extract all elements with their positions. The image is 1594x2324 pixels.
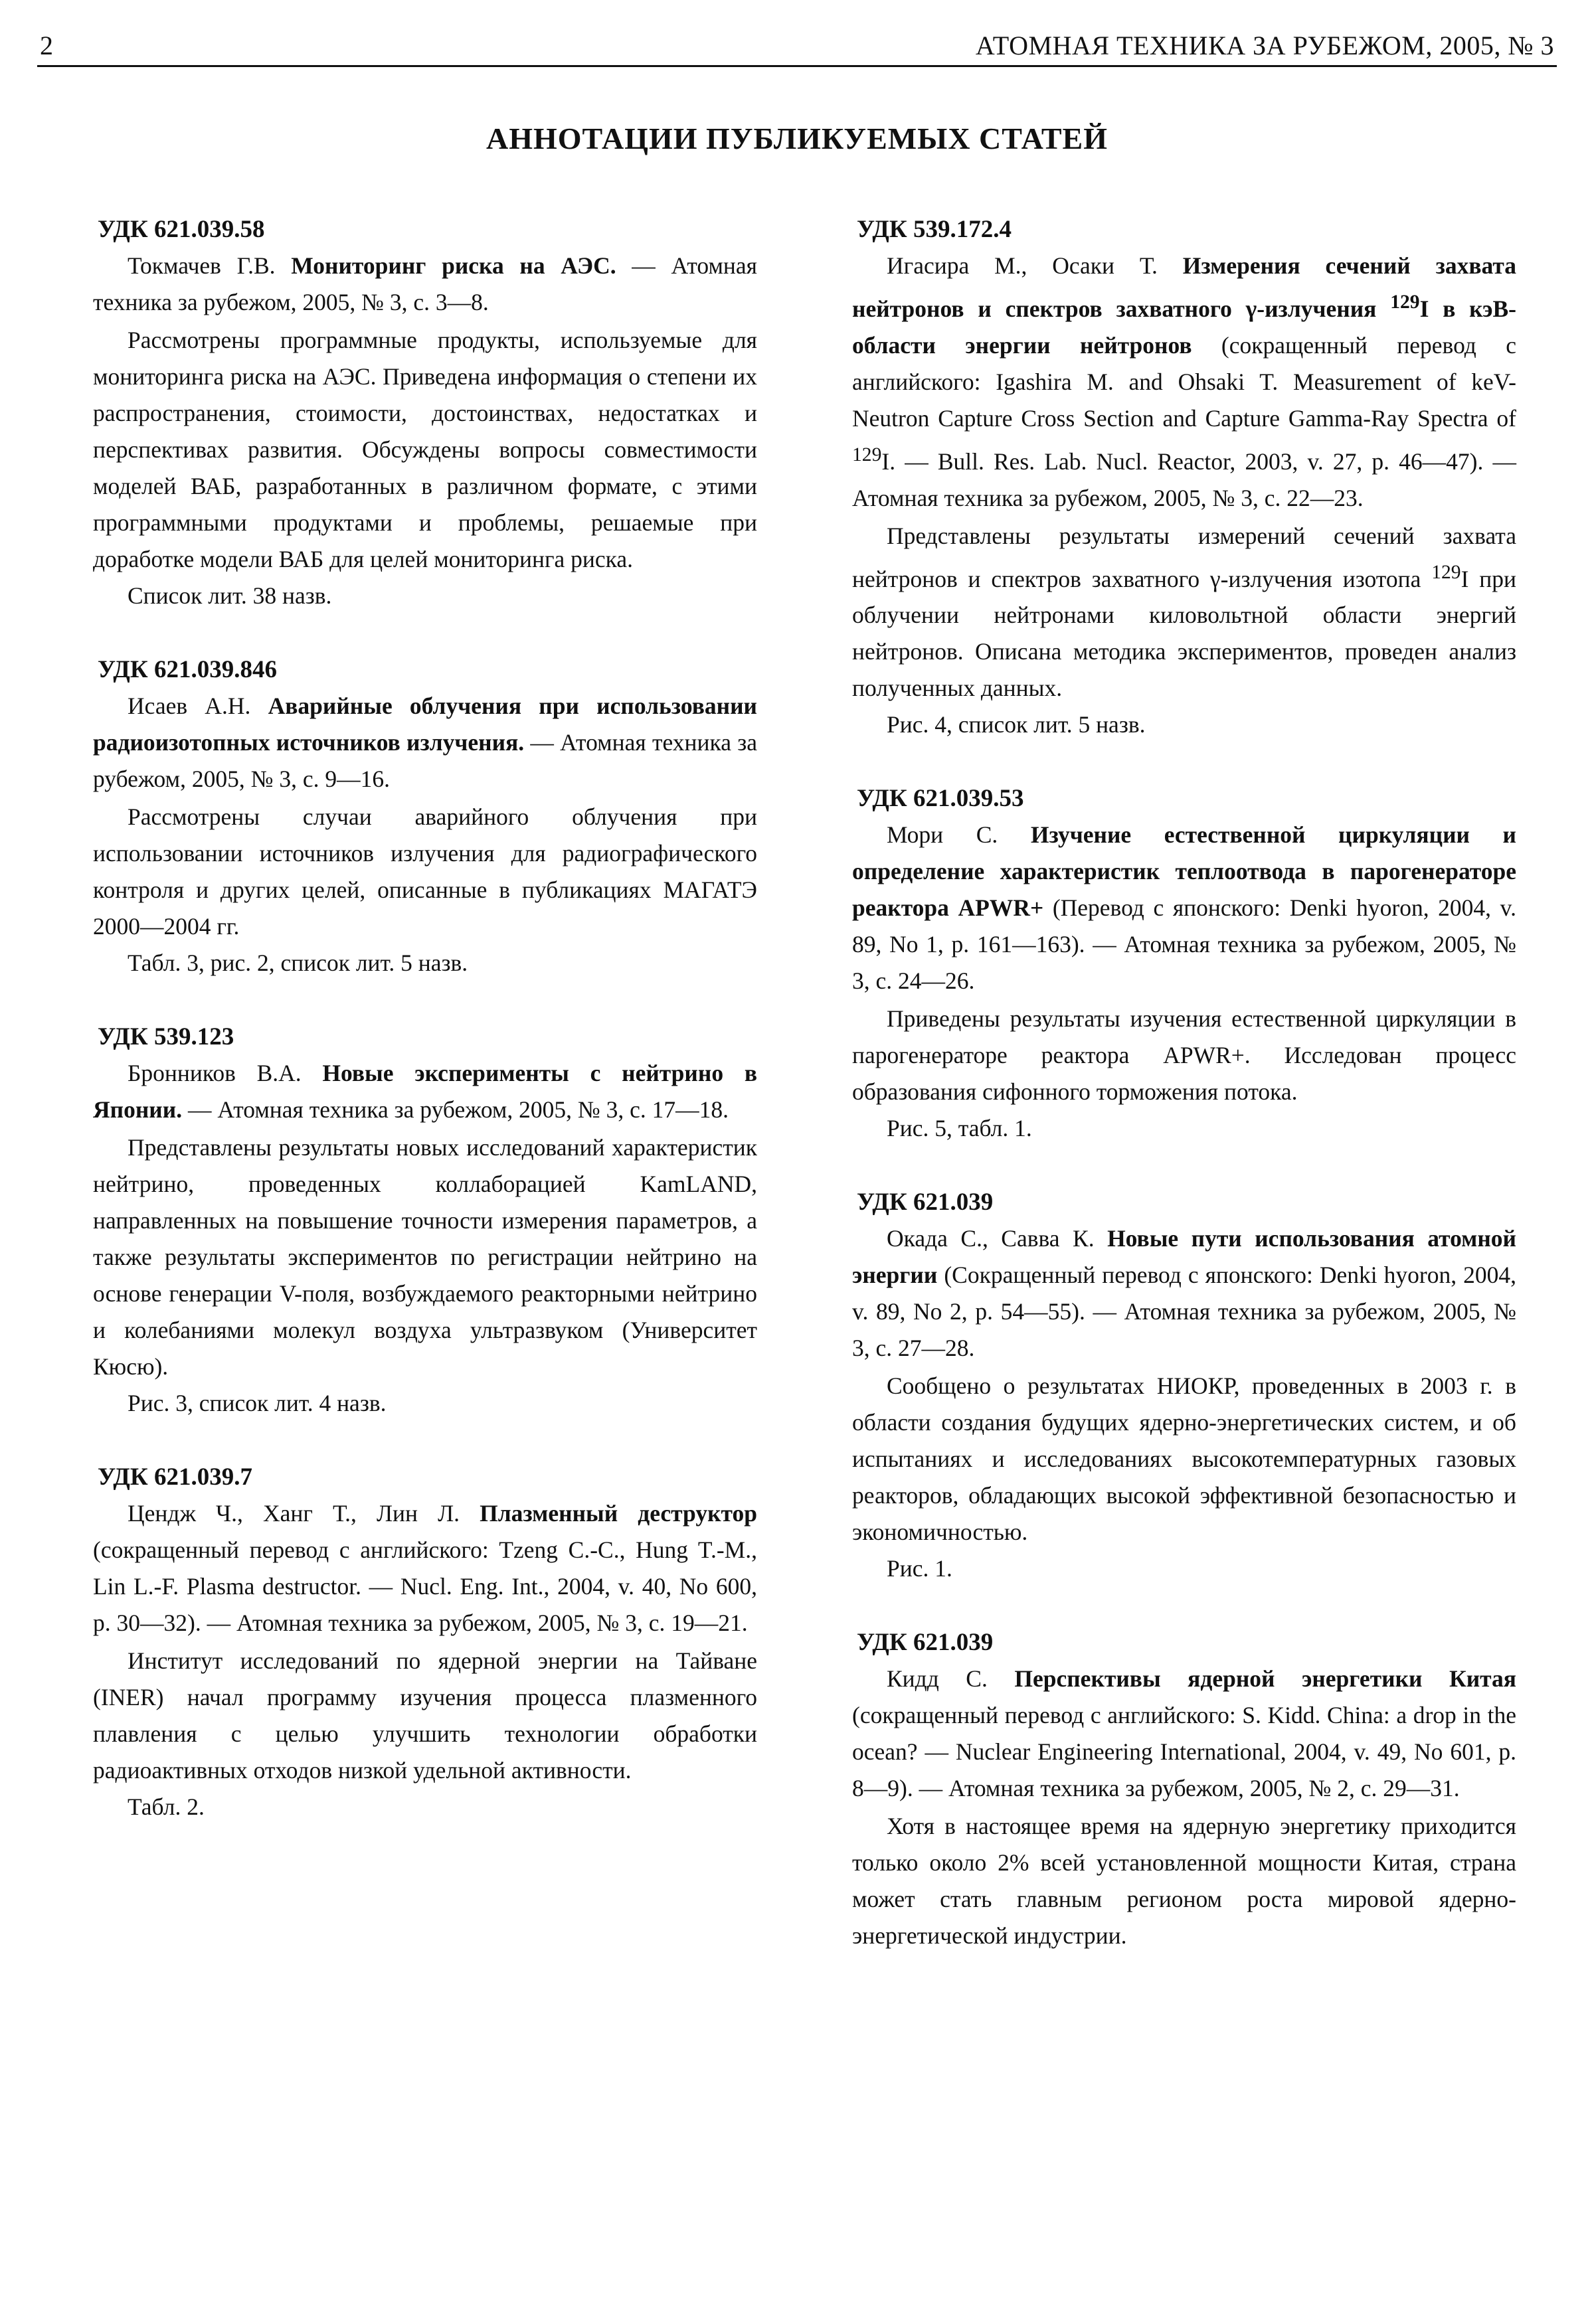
source: (сокращенный перевод с английского: Igashira M. and Ohsaki T. Measurement of keV-Neutron Capture Cross Section and Capture Gamma-Ray Spectra of $^{129}$I. — Bull. Res. Lab. Nucl. Reactor, 2003, v. 27, p. 46—47). — Атомная техника за рубежом, 2005, № 3, с. 22—23.	[852, 331, 1516, 511]
citation	[93, 248, 757, 321]
authors: Исаев А.Н.	[128, 693, 251, 719]
figure-table-count: Табл. 2.	[128, 1793, 205, 1820]
udk-code: УДК 621.039.58	[98, 216, 265, 243]
left-column	[93, 211, 757, 1863]
journal-issue: АТОМНАЯ ТЕХНИКА ЗА РУБЕЖОМ, 2005, № 3	[975, 31, 1554, 60]
citation	[93, 688, 757, 797]
authors: Окада С., Савва К.	[887, 1225, 1095, 1252]
abstract-entry	[852, 1624, 1516, 1954]
figure-table-count: Рис. 5, табл. 1.	[887, 1115, 1032, 1142]
source: — Атомная техника за рубежом, 2005, № 3, с. 17—18.	[187, 1096, 729, 1123]
abstract-entry	[93, 1019, 757, 1422]
source: (Перевод с японского: Denki hyoron, 2004, v. 89, No 1, p. 161—163). — Атомная техника за рубежом, 2005, № 3, с. 24—26.	[852, 894, 1516, 995]
abstract-entry	[93, 211, 757, 614]
abstract-text: Представлены результаты новых исследований характеристик нейтрино, проведенных коллаборацией KamLAND, направленных на повышение точности измерения параметров, а также результаты экспериментов по регистрации нейтрино на основе генерации V-поля, возбуждаемого реакторными нейтрино и колебаниями молекул воздуха ультразвуком (Университет Кюсю).	[93, 1134, 757, 1380]
isotope-mass-number: 129	[1390, 291, 1420, 313]
figure-table-count: Рис. 1.	[887, 1555, 952, 1582]
figure-table-count: Рис. 3, список лит. 4 назв.	[128, 1390, 387, 1416]
abstract-text: Институт исследований по ядерной энергии на Тайване (INER) начал программу изучения процесса плазменного плавления с целью улучшить технологии обработки радиоактивных отходов низкой удельной активности.	[93, 1647, 757, 1784]
article-title: Плазменный деструктор	[480, 1500, 757, 1527]
abstract-text: Представлены результаты измерений сечений захвата нейтронов и спектров захватного γ-излучения изотопа $^{129}$I при облучении нейтронами киловольтной области энергий нейтронов. Описана методика экспериментов, проведен анализ полученных данных.	[852, 522, 1516, 702]
abstract-entry	[852, 1184, 1516, 1587]
citation	[852, 248, 1516, 517]
citation	[93, 1055, 757, 1128]
isotope-mass-number: 129	[852, 444, 882, 465]
page-number: 2	[40, 31, 54, 60]
udk-code: УДК 621.039	[857, 1189, 994, 1216]
udk-code: УДК 539.172.4	[857, 216, 1012, 243]
article-title: Новые пути использования атомной энергии	[852, 1225, 1517, 1289]
article-title: Аварийные облучения при использовании радиоизотопных источников излучения.	[93, 693, 757, 756]
citation	[852, 1220, 1516, 1367]
source: — Атомная техника за рубежом, 2005, № 3, с. 9—16.	[93, 729, 757, 792]
figure-table-count: Рис. 4, список лит. 5 назв.	[887, 711, 1146, 738]
abstract-text: Хотя в настоящее время на ядерную энергетику приходится только около 2% всей установленной мощности Китая, страна может стать главным регионом роста мировой ядерно-энергетической индустрии.	[852, 1813, 1516, 1950]
source: (Сокращенный перевод с японского: Denki hyoron, 2004, v. 89, No 2, p. 54—55). — Атомная техника за рубежом, 2005, № 3, с. 27—28.	[852, 1262, 1516, 1362]
citation	[852, 1661, 1516, 1807]
abstract-entry	[852, 780, 1516, 1147]
abstract-entry	[93, 1459, 757, 1825]
running-head	[40, 24, 1554, 61]
source: (сокращенный перевод с английского: S. Kidd. China: a drop in the ocean? — Nuclear Engineering International, 2004, v. 49, No 601, p. 8—9). — Атомная техника за рубежом, 2005, № 2, с. 29—31.	[852, 1702, 1516, 1802]
authors: Мори С.	[887, 821, 998, 849]
udk-code: УДК 621.039	[857, 1629, 994, 1657]
article-title: Перспективы ядерной энергетики Китая	[1014, 1665, 1517, 1693]
authors: Бронников В.А.	[128, 1060, 302, 1086]
article-title: Изучение естественной циркуляции и определение характеристик теплоотвода в парогенераторе реактора APWR+	[852, 821, 1517, 922]
right-column	[852, 211, 1516, 1991]
udk-code: УДК 621.039.7	[98, 1463, 252, 1491]
udk-code: УДК 539.123	[98, 1023, 234, 1050]
source: — Атомная техника за рубежом, 2005, № 3, с. 3—8.	[93, 252, 757, 315]
source: (сокращенный перевод с английского: Tzeng C.-C., Hung T.-M., Lin L.-F. Plasma destructor. — Nucl. Eng. Int., 2004, v. 40, No 600, p. 30—32). — Атомная техника за рубежом, 2005, № 3, с. 19—21.	[93, 1536, 757, 1636]
citation	[852, 817, 1516, 999]
article-title: Измерения сечений захвата нейтронов и спектров захватного γ-излучения $^{129}$I в кэВ-области энергии нейтронов	[852, 252, 1517, 359]
figure-table-count: Табл. 3, рис. 2, список лит. 5 назв.	[128, 950, 468, 976]
abstract-entry	[93, 651, 757, 981]
page-title: АННОТАЦИИ ПУБЛИКУЕМЫХ СТАТЕЙ	[486, 122, 1108, 155]
abstract-text: Приведены результаты изучения естественной циркуляции в парогенераторе реактора APWR+. Исследован процесс образования сифонного торможения потока.	[852, 1005, 1516, 1106]
authors: Токмачев Г.В.	[128, 252, 276, 279]
header-rule	[37, 65, 1557, 67]
udk-code: УДК 621.039.53	[857, 785, 1024, 813]
authors: Цендж Ч., Ханг Т., Лин Л.	[128, 1500, 460, 1527]
abstract-text: Рассмотрены программные продукты, используемые для мониторинга риска на АЭС. Приведена информация о степени их распространения, стоимости, достоинствах, недостатках и перспективах развития. Обсуждены вопросы совместимости моделей ВАБ, разработанных в различном формате, с этими программными продуктами и проблемы, решаемые при доработке модели ВАБ для целей мониторинга риска.	[93, 327, 757, 572]
article-title: Мониторинг риска на АЭС.	[291, 252, 616, 279]
abstract-entry	[852, 211, 1516, 743]
udk-code: УДК 621.039.846	[98, 656, 277, 683]
article-title: Новые эксперименты с нейтрино в Японии.	[93, 1060, 757, 1123]
figure-table-count: Список лит. 38 назв.	[128, 582, 332, 609]
isotope-mass-number: 129	[1431, 561, 1461, 583]
abstract-text: Рассмотрены случаи аварийного облучения при использовании источников излучения для радиографического контроля и других целей, описанные в публикациях МАГАТЭ 2000—2004 гг.	[93, 803, 757, 940]
authors: Игасира М., Осаки Т.	[887, 252, 1158, 279]
authors: Кидд С.	[887, 1665, 988, 1693]
citation	[93, 1495, 757, 1641]
abstract-text: Сообщено о результатах НИОКР, проведенных в 2003 г. в области создания будущих ядерно-энергетических систем, и об испытаниях и исследованиях высокотемпературных газовых реакторов, обладающих высокой эффективной безопасностью и экономичностью.	[852, 1372, 1516, 1546]
